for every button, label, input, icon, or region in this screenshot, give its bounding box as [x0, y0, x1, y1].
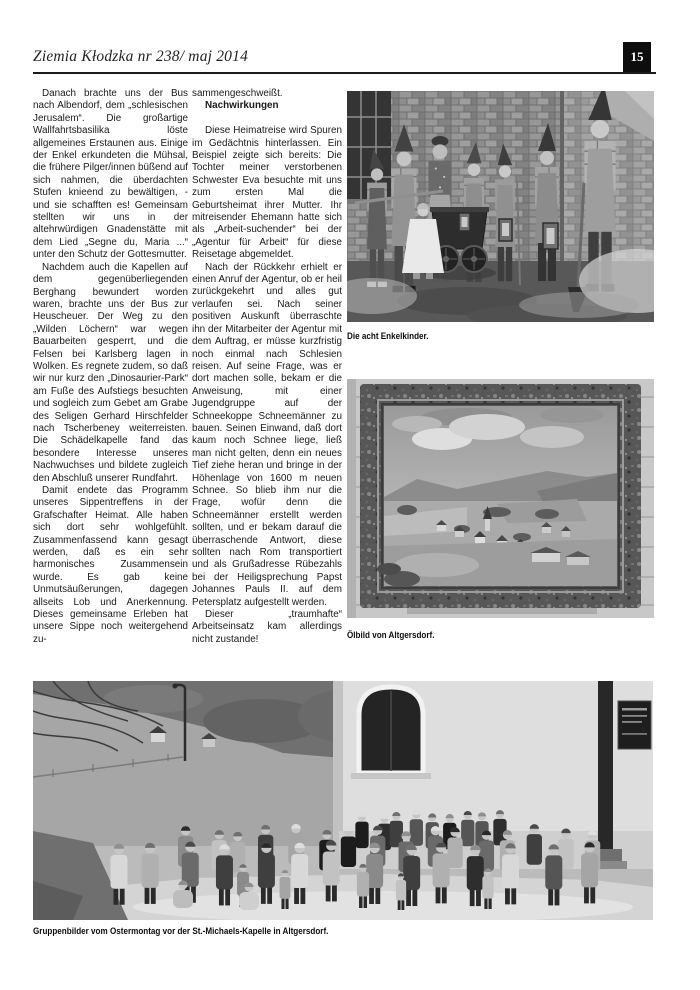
paragraph: Danach brachte uns der Bus nach Albendorf, dem „schlesischen Jerusalem“. Die großartige Wallfahrtsbasilika löste allgemeines Erstaunen aus. Einige der Enkel erkundeten die Mühsal, die frühere Pilger/innen büßend auf sich nahmen, die überdachten Stufen knieend zu bewältigen, - und sie schafften es! Gemeinsam stellten wir uns in der altehrwürdigen Gnadenstätte mit dem Lied „Segne du, Maria ...“ unter den Schutz der Gottesmutter. — [33, 88, 188, 261]
pillar — [598, 681, 613, 851]
paragraph-continuation: sammengeschweißt. — [192, 88, 283, 99]
article-column-1 — [33, 88, 188, 646]
caption-oil-painting: Ölbild von Altgersdorf. — [347, 630, 435, 640]
paragraph: Nach der Rückkehr erhielt er einen Anruf der Agentur, ob er heil zurückgekehrt und alles gut verlaufen sei. Nach seiner positiven Auskunft überraschte ihn der Mitarbeiter der Agentur mit dem Auftrag, er müsse kurzfristig noch einmal nach Schlesien reisen. Auf seine Frage, was er dort machen solle, bekam er die Anweisung, mit einer Jugendgruppe auf der Schneekoppe Schneemänner zu bauen. Seinen Einwand, daß dort kaum noch Schnee liege, ließ man nicht gelten, denn ein neues Tief ziehe heran und bringe in der Höhenlage von 1600 m neuen Schnee. So blieb ihm nur die Frage, wofür denn die Schneemänner erstellt werden sollten, und er bekam darauf die überraschende Antwort, diese sollten nach Rom transportiert und als Grußadresse Rübezahls bei der Heiligsprechung Papst Johannes Pauls II. auf dem Petersplatz aufgestellt werden. — [192, 261, 342, 608]
caption-grandchildren: Die acht Enkelkinder. — [347, 331, 429, 341]
header-rule — [33, 72, 656, 74]
paragraph: Diese Heimatreise wird Spuren im Gedächtnis hinterlassen. Ein Beispiel zeigte sich bereits: Die Tochter meiner verstorbenen Schwester Eva besuchte mit uns zum ersten Mal die Geburtsheimat ihrer Mutter. Ihr mitreisender Ehemann hatte sich als „Arbeit-suchender“ bei der „Agentur für Arbeit“ für diese Reisetage abgemeldet. — [192, 125, 342, 261]
photo-group-graphic — [33, 681, 653, 920]
paragraph: Dieser „traumhafte“ Arbeitseinsatz kam allerdings nicht zustande! — [192, 609, 342, 645]
page-number-box — [623, 42, 651, 72]
section-heading: Nachwirkungen — [205, 100, 279, 112]
article-column-2 — [192, 88, 342, 646]
journal-title: Ziemia Kłodzka nr 238/ maj 2014 — [33, 48, 249, 65]
paragraph: Nachdem auch die Kapellen auf dem gegenüberliegenden Berghang bewundert worden waren, brachte uns der Bus zur Heuscheuer. Der Weg zu den „Wilden Löchern“ war wegen Bauarbeiten gesperrt, und die Felsen bei Karlsberg lagen in Wolken. Es regnete zudem, so daß wir nur kurz den „Dinosaurier-Park“ am Fuße des Aufstiegs besuchten und sogleich zum Gebet am Grabe des Seligen Gerhard Hirschfelder nach Tscherbeney weiterreisten. Die Schädelkapelle fand das besondere Interesse unseres Nachwuchses und bildete zugleich den Abschluß unserer Rundfahrt. — [33, 261, 188, 484]
photo-grandchildren-graphic — [347, 91, 654, 322]
photo-group — [33, 681, 653, 920]
photo-oil-painting-graphic — [347, 379, 654, 618]
caption-group: Gruppenbilder vom Ostermontag vor der St.-Michaels-Kapelle in Altgersdorf. — [33, 926, 329, 936]
paragraph: Damit endete das Programm unseres Sippentreffens in der Grafschafter Heimat. Alle haben sich dort sehr wohlgefühlt. Zusammenfassend kann gesagt werden, daß es ein sehr harmonisches Zusammensein wurde. Es gab keine Unmutsäußerungen, dagegen allseits Lob und Anerkennung. Dieses gemeinsame Erleben hat unsere Sippe noch weitergehend zu- — [33, 485, 188, 645]
photo-grandchildren — [347, 91, 654, 322]
photo-oil-painting — [347, 379, 654, 618]
page-number: 15 — [630, 49, 644, 64]
